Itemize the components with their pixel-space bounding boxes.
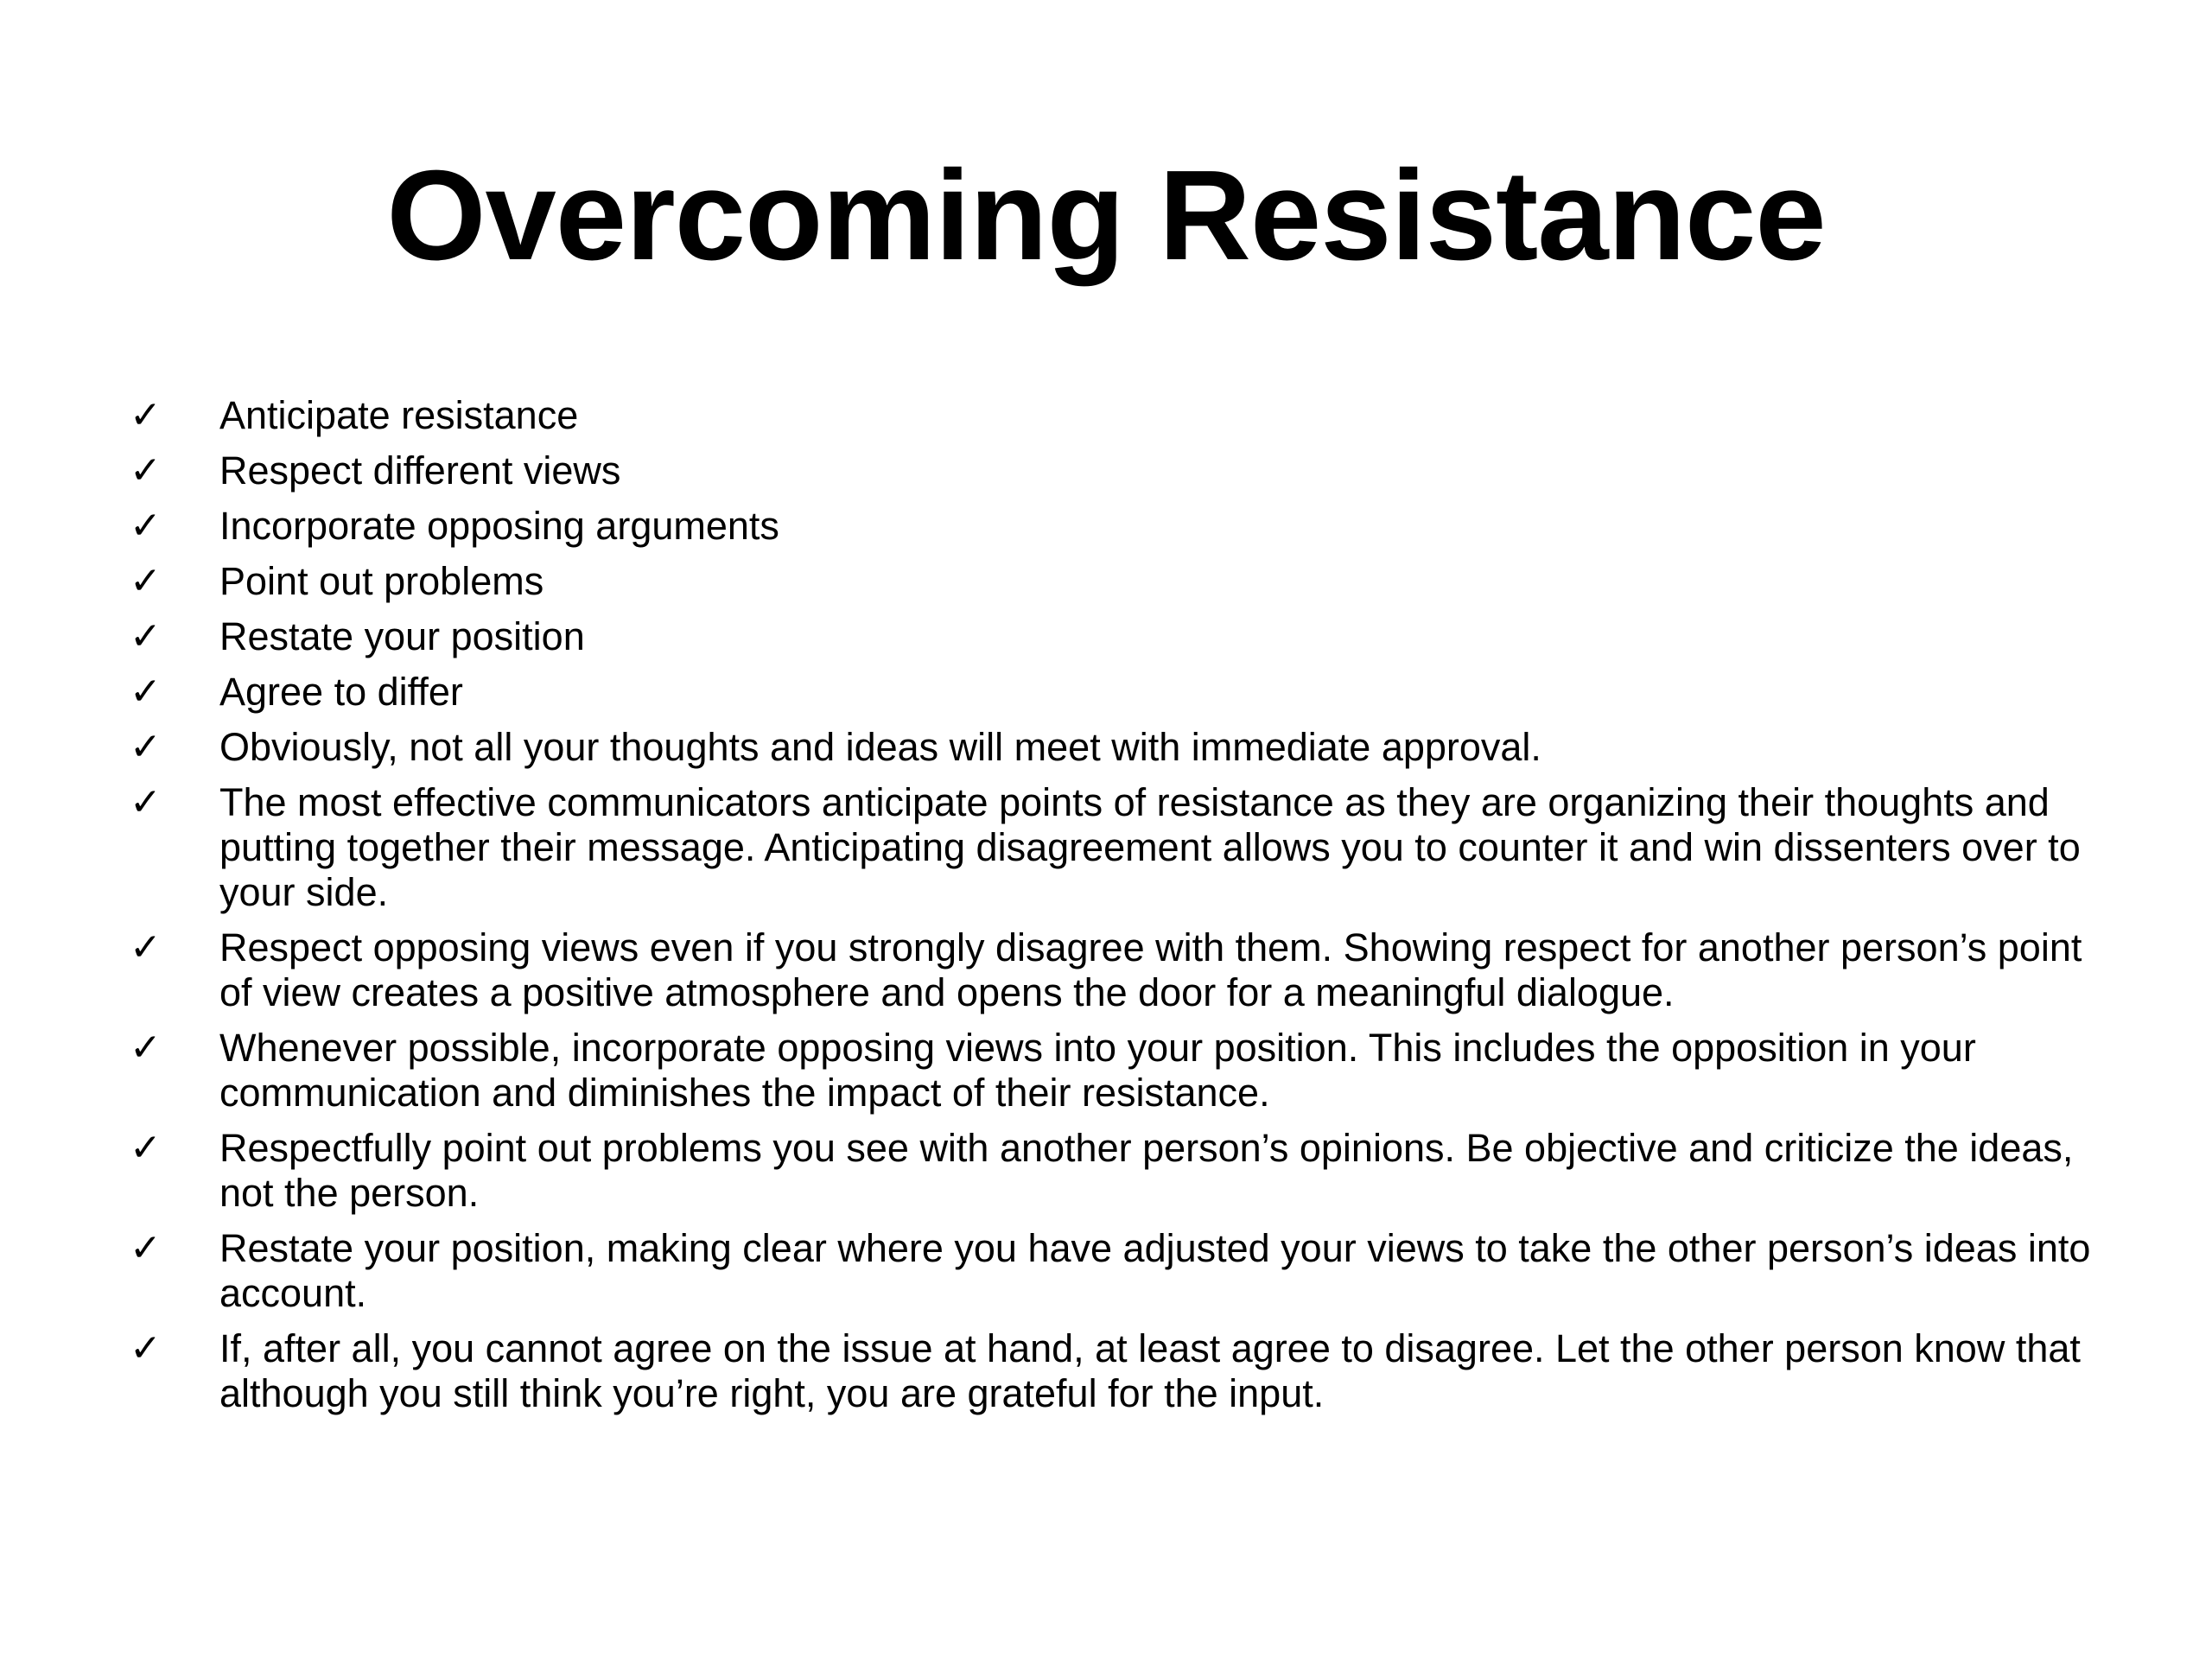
check-icon: ✓ <box>130 670 162 714</box>
bullet-text: Respect different views <box>219 448 621 493</box>
list-item <box>130 1226 2117 1316</box>
check-icon: ✓ <box>130 448 162 493</box>
check-icon: ✓ <box>130 393 162 437</box>
bullet-text: Incorporate opposing arguments <box>219 504 779 548</box>
list-item <box>130 780 2117 915</box>
bullet-text: Anticipate resistance <box>219 393 579 437</box>
check-icon: ✓ <box>130 1026 162 1070</box>
bullet-text: Restate your position <box>219 614 585 658</box>
list-item <box>130 393 2117 438</box>
list-item <box>130 448 2117 493</box>
list-item <box>130 1126 2117 1216</box>
list-item <box>130 925 2117 1015</box>
bullet-text: Obviously, not all your thoughts and ideas will meet with immediate approval. <box>219 725 1541 769</box>
check-icon: ✓ <box>130 725 162 769</box>
list-item <box>130 504 2117 549</box>
list-item <box>130 1326 2117 1416</box>
bullet-list <box>130 393 2117 1427</box>
list-item <box>130 614 2117 659</box>
list-item <box>130 670 2117 715</box>
check-icon: ✓ <box>130 614 162 658</box>
bullet-text: Whenever possible, incorporate opposing views into your position. This includes the opposition in your communication and diminishes the impact of their resistance. <box>219 1026 1976 1115</box>
slide-title: Overcoming Resistance <box>386 144 1826 287</box>
bullet-text: Respect opposing views even if you strongly disagree with them. Showing respect for another person’s point of view creates a positive atmosphere and opens the door for a meaningful dialogue. <box>219 925 2082 1014</box>
bullet-text: If, after all, you cannot agree on the issue at hand, at least agree to disagree. Let the other person know that although you still think you’re right, you are grateful for the input. <box>219 1326 2081 1415</box>
bullet-text: Restate your position, making clear where you have adjusted your views to take the other person’s ideas into account. <box>219 1226 2091 1315</box>
list-item <box>130 1026 2117 1116</box>
check-icon: ✓ <box>130 780 162 824</box>
check-icon: ✓ <box>130 559 162 603</box>
check-icon: ✓ <box>130 1326 162 1370</box>
check-icon: ✓ <box>130 1126 162 1170</box>
check-icon: ✓ <box>130 1226 162 1270</box>
check-icon: ✓ <box>130 925 162 969</box>
bullet-text: Point out problems <box>219 559 544 603</box>
bullet-text: Agree to differ <box>219 670 463 714</box>
check-icon: ✓ <box>130 504 162 548</box>
bullet-text: Respectfully point out problems you see with another person’s opinions. Be objective and criticize the ideas, not the person. <box>219 1126 2074 1215</box>
list-item <box>130 559 2117 604</box>
list-item <box>130 725 2117 770</box>
bullet-text: The most effective communicators anticipate points of resistance as they are organizing their thoughts and putting together their message. Anticipating disagreement allows you to counter it and win dissenters over to your side. <box>219 780 2081 914</box>
